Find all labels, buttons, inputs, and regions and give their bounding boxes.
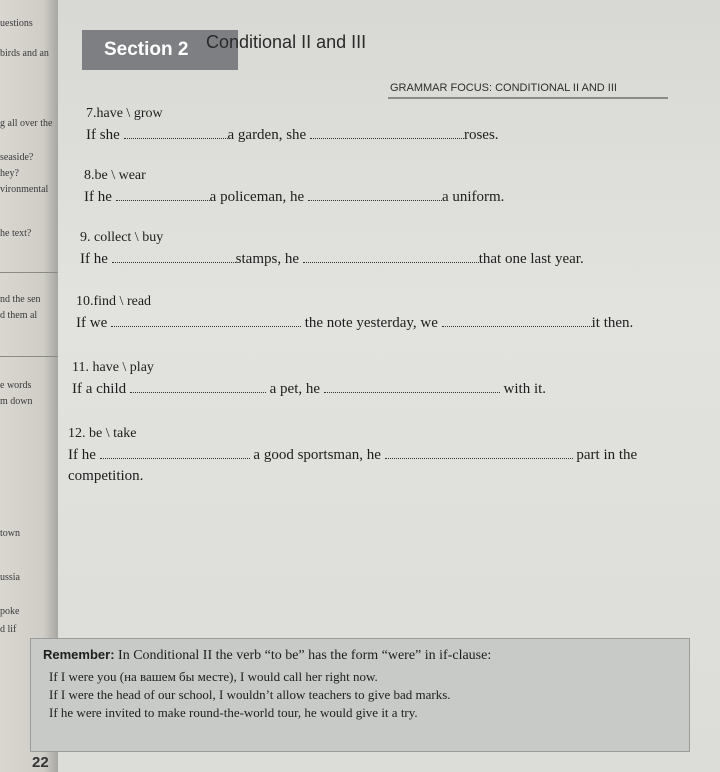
remember-box — [30, 638, 690, 752]
remember-rule — [43, 647, 491, 664]
exercise-verbs: 9. collect \ buy — [80, 230, 164, 245]
section-title: Conditional II and III — [206, 32, 367, 52]
sentence-part: roses. — [463, 127, 499, 143]
sentence-part: that one last year. — [478, 251, 584, 267]
sentence-part: If a child — [72, 381, 127, 397]
exercise-9 — [80, 230, 584, 268]
answer-blank[interactable] — [116, 188, 210, 201]
remember-example: If he were invited to make round-the-world tour, he would give it a try. — [49, 705, 418, 720]
left-page-snippet: birds and an — [0, 48, 49, 59]
sentence-continuation: competition. — [68, 468, 144, 484]
exercise-7 — [86, 106, 499, 144]
left-page-snippet: uestions — [0, 18, 33, 29]
answer-blank[interactable] — [303, 250, 479, 263]
sentence-part: part in the — [576, 447, 638, 463]
answer-blank[interactable] — [100, 446, 250, 459]
remember-example: If I were the head of our school, I wouldn’t allow teachers to give bad marks. — [49, 687, 451, 702]
exercise-sentence — [80, 250, 584, 268]
sentence-part: a pet, he — [269, 381, 321, 397]
exercise-verbs: 10.find \ read — [76, 294, 152, 309]
section-badge: Section 2 — [82, 30, 238, 70]
answer-blank[interactable] — [324, 380, 500, 393]
sentence-part: If we — [76, 315, 108, 331]
left-page-snippet: nd the sen — [0, 294, 41, 305]
remember-label: Remember: — [43, 647, 115, 662]
left-page-snippet: d lif — [0, 624, 17, 635]
sentence-part: If he — [68, 447, 96, 463]
left-page-snippet: e words — [0, 380, 32, 391]
left-page-snippet: m down — [0, 396, 33, 407]
answer-blank[interactable] — [385, 446, 573, 459]
answer-blank[interactable] — [112, 250, 236, 263]
left-page-snippet: poke — [0, 606, 20, 617]
exercise-sentence — [68, 446, 637, 464]
left-page-snippet: d them al — [0, 310, 38, 321]
exercise-8 — [84, 168, 504, 206]
answer-blank[interactable] — [442, 314, 592, 327]
exercise-verbs: 12. be \ take — [68, 426, 137, 441]
exercise-sentence — [72, 380, 546, 398]
answer-blank[interactable] — [308, 188, 442, 201]
exercise-verbs: 11. have \ play — [72, 360, 154, 375]
remember-text: In Conditional II the verb “to be” has the form “were” in if-clause: — [118, 648, 492, 663]
exercise-sentence — [76, 314, 633, 332]
exercise-sentence — [84, 188, 504, 206]
sentence-part: If he — [84, 189, 112, 205]
sentence-part: it then. — [591, 315, 634, 331]
sentence-part: a policeman, he — [209, 189, 305, 205]
sentence-part: a garden, she — [227, 127, 307, 143]
left-page-snippet: he text? — [0, 228, 32, 239]
answer-blank[interactable] — [310, 126, 464, 139]
exercise-11 — [72, 360, 546, 398]
exercise-verbs: 7.have \ grow — [86, 106, 163, 121]
left-page-snippet: town — [0, 528, 20, 539]
sentence-part: If she — [86, 127, 120, 143]
sentence-part: a good sportsman, he — [253, 447, 381, 463]
heading-underline — [388, 97, 668, 99]
answer-blank[interactable] — [130, 380, 266, 393]
sentence-part: a uniform. — [441, 189, 505, 205]
sentence-part: with it. — [503, 381, 547, 397]
exercise-verbs: 8.be \ wear — [84, 168, 146, 183]
exercise-10 — [76, 294, 633, 332]
grammar-focus-heading: GRAMMAR FOCUS: CONDITIONAL II AND III — [390, 82, 617, 94]
remember-example: If I were you (на вашем бы месте), I would call her right now. — [49, 669, 378, 684]
exercise-sentence — [86, 126, 499, 144]
left-page-snippet: g all over the — [0, 118, 53, 129]
left-page-snippet: hey? — [0, 168, 19, 179]
answer-blank[interactable] — [111, 314, 301, 327]
sentence-part: If he — [80, 251, 108, 267]
sentence-part: stamps, he — [235, 251, 299, 267]
left-page-divider — [0, 272, 60, 273]
left-page-snippet: vironmental — [0, 184, 49, 195]
exercise-12 — [68, 426, 637, 485]
left-page-snippet: seaside? — [0, 152, 34, 163]
answer-blank[interactable] — [124, 126, 228, 139]
left-page-snippet: ussia — [0, 572, 20, 583]
page-number: 22 — [32, 754, 49, 771]
sentence-part: the note yesterday, we — [304, 315, 438, 331]
left-page-divider — [0, 356, 60, 357]
textbook-page — [32, 0, 720, 772]
